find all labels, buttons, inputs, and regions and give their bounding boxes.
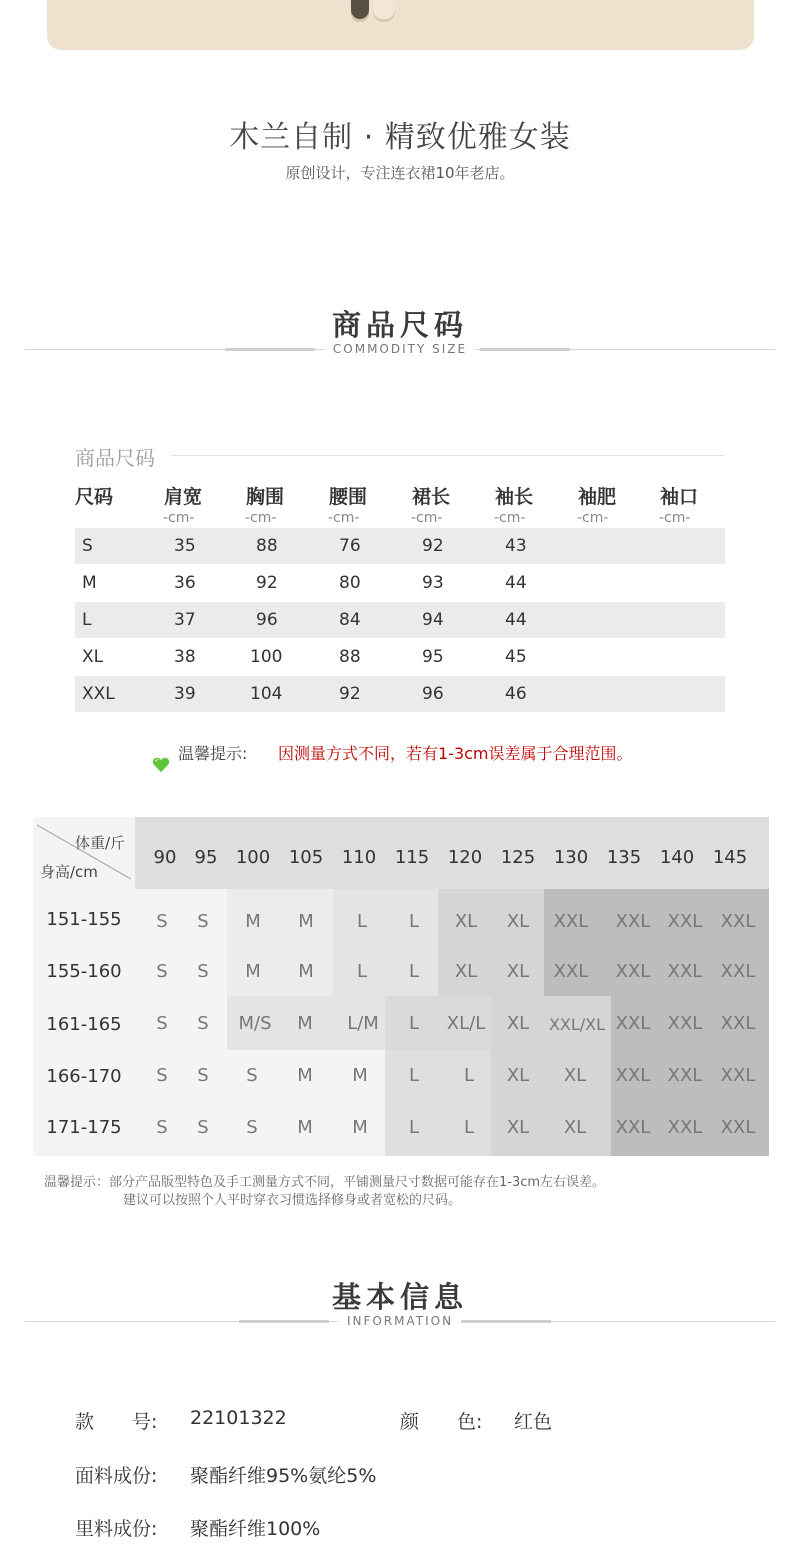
cell-length: 96 [422,684,444,704]
fit-cell: XXL [615,1013,651,1034]
cell-length: 95 [422,647,444,667]
weight-col: 105 [288,847,324,868]
cell-size: XL [82,647,104,667]
height-row-label: 171-175 [46,1117,122,1138]
fit-cell: S [197,911,209,932]
fit-cell: XXL [720,1117,756,1138]
fit-cell: S [156,1117,168,1138]
size-table-caption: 商品尺码 [75,446,155,470]
product-photo-bottom [47,0,754,50]
color-value: 红色 [514,1411,553,1433]
fit-cell: L [408,1117,420,1138]
fit-cell: XXL [720,911,756,932]
cell-shoulder: 38 [174,647,196,667]
fit-cell: XL [454,961,478,982]
height-row-label: 155-160 [46,961,122,982]
fit-cell: S [156,961,168,982]
fit-cell: L [408,1013,420,1034]
fit-cell: XL [506,961,530,982]
fit-cell: XXL [553,911,589,932]
weight-col: 120 [447,847,483,868]
fit-note-line1: 温馨提示：部分产品版型特色及手工测量方式不同，平铺测量尺寸数据可能存在1-3cm左右误差。 [44,1175,606,1190]
unit-sleeve: -cm- [494,510,526,526]
cell-length: 92 [422,536,444,556]
lining-value: 聚酯纤维100% [190,1518,321,1540]
fit-cell: L [408,911,420,932]
cell-sleeve: 44 [505,610,527,630]
cell-bust: 92 [256,573,278,593]
fit-cell: L [408,961,420,982]
fit-cell: S [246,1117,258,1138]
size-row [75,602,725,638]
color-label: 颜 色: [400,1411,483,1433]
cell-shoulder: 35 [174,536,196,556]
fit-cell: XL [506,1117,530,1138]
fit-cell: L/M [347,1013,379,1034]
style-no-value: 22101322 [190,1407,287,1429]
fit-cell: XXL [615,961,651,982]
fit-cell: XXL [667,911,703,932]
brand-subtitle: 原创设计，专注连衣裙10年老店。 [285,164,515,182]
cell-waist: 80 [339,573,361,593]
fit-cell: XXL [720,1065,756,1086]
unit-bust: -cm- [245,510,277,526]
fit-cell: XL [506,1065,530,1086]
fit-cell: XL [563,1117,587,1138]
fit-cell: S [156,1013,168,1034]
fit-cell: L [408,1065,420,1086]
fit-cell: XXL [667,1065,703,1086]
header-cuff: 袖口 [660,486,699,508]
fit-note-line2: 建议可以按照个人平时穿衣习惯选择修身或者宽松的尺码。 [123,1193,462,1208]
fit-cell: XL [454,911,478,932]
info-section-title: 基本信息 [331,1280,468,1314]
tip-text: 因测量方式不同，若有1-3cm误差属于合理范围。 [278,744,633,763]
fit-cell: M [297,1065,313,1086]
cell-length: 93 [422,573,444,593]
size-row [75,565,725,601]
fit-cell: XXL [615,1117,651,1138]
fit-cell: M/S [238,1013,272,1034]
cell-bust: 96 [256,610,278,630]
fit-cell: XXL [720,1013,756,1034]
fit-cell: M [297,1117,313,1138]
fit-cell: XXL [615,1065,651,1086]
cell-shoulder: 37 [174,610,196,630]
fit-cell: M [352,1117,368,1138]
weight-col: 140 [659,847,695,868]
fit-cell: M [297,1013,313,1034]
unit-cuff: -cm- [659,510,691,526]
fit-cell: XL [506,1013,530,1034]
header-sleeve-width: 袖肥 [578,486,617,508]
fit-cell: S [246,1065,258,1086]
cell-shoulder: 36 [174,573,196,593]
fit-cell: L [463,1117,475,1138]
cell-size: M [82,573,97,593]
header-sleeve: 袖长 [495,486,534,508]
header-shoulder: 肩宽 [164,486,203,508]
header-bust: 胸围 [246,486,285,508]
cell-waist: 76 [339,536,361,556]
fit-grid [33,817,769,1156]
fit-cell: S [197,1117,209,1138]
fit-cell: XXL [553,961,589,982]
cell-bust: 88 [256,536,278,556]
fit-cell: M [352,1065,368,1086]
cell-sleeve: 44 [505,573,527,593]
height-axis-label: 身高/cm [40,863,98,881]
fit-cell: S [197,1065,209,1086]
weight-col: 125 [500,847,536,868]
fit-cell: XXL [615,911,651,932]
fit-cell: L [356,911,368,932]
fit-cell: S [197,1013,209,1034]
weight-col: 115 [394,847,430,868]
cell-bust: 104 [250,684,283,704]
header-waist: 腰围 [329,486,368,508]
fit-cell: XL [563,1065,587,1086]
info-section-subtitle: INFORMATION [0,1314,800,1328]
weight-col: 145 [712,847,748,868]
size-section-title: 商品尺码 [331,308,468,342]
lining-label: 里料成份: [75,1518,158,1540]
fit-cell: XXL [720,961,756,982]
cell-sleeve: 45 [505,647,527,667]
green-heart-icon [152,756,170,774]
size-row [75,639,725,675]
style-no-label: 款 号: [75,1411,158,1433]
fit-cell: XL [506,911,530,932]
fit-cell: S [156,911,168,932]
fit-cell: M [245,911,261,932]
fit-cell: XL/L [446,1013,486,1034]
cell-shoulder: 39 [174,684,196,704]
tip-label: 温馨提示: [178,744,248,763]
unit-length: -cm- [411,510,443,526]
fit-cell: XXL/XL [548,1015,606,1034]
cell-waist: 84 [339,610,361,630]
shoe-right [373,0,395,22]
fit-cell: XXL [667,1013,703,1034]
fabric-value: 聚酯纤维95%氨纶5% [190,1465,377,1487]
unit-shoulder: -cm- [163,510,195,526]
header-length: 裙长 [412,486,451,508]
weight-col: 90 [153,847,177,868]
cell-sleeve: 43 [505,536,527,556]
brand-title: 木兰自制 · 精致优雅女装 [229,120,571,155]
cell-waist: 88 [339,647,361,667]
cell-size: XXL [82,684,115,704]
height-row-label: 166-170 [46,1066,122,1087]
fit-cell: S [156,1065,168,1086]
fit-cell: XXL [667,1117,703,1138]
fit-cell: L [463,1065,475,1086]
cell-length: 94 [422,610,444,630]
cell-sleeve: 46 [505,684,527,704]
fit-cell: S [197,961,209,982]
fabric-label: 面料成份: [75,1465,158,1487]
unit-sleeve-width: -cm- [577,510,609,526]
weight-col: 100 [235,847,271,868]
fit-cell: XXL [667,961,703,982]
cell-size: L [82,610,92,630]
fit-cell: M [245,961,261,982]
fit-cell: M [298,911,314,932]
header-size: 尺码 [75,486,114,508]
cell-waist: 92 [339,684,361,704]
fit-cell: M [298,961,314,982]
cell-bust: 100 [250,647,283,667]
size-section-subtitle: COMMODITY SIZE [0,342,800,356]
fit-cell: L [356,961,368,982]
weight-col: 95 [194,847,218,868]
height-row-label: 151-155 [46,909,122,930]
cell-size: S [82,536,93,556]
size-row [75,676,725,712]
weight-col: 110 [341,847,377,868]
unit-waist: -cm- [328,510,360,526]
size-row [75,528,725,564]
weight-axis-label: 体重/斤 [75,834,126,852]
height-row-label: 161-165 [46,1014,122,1035]
size-table-caption-rule [170,455,725,456]
weight-col: 135 [606,847,642,868]
shoe-left [351,0,369,22]
weight-col: 130 [553,847,589,868]
